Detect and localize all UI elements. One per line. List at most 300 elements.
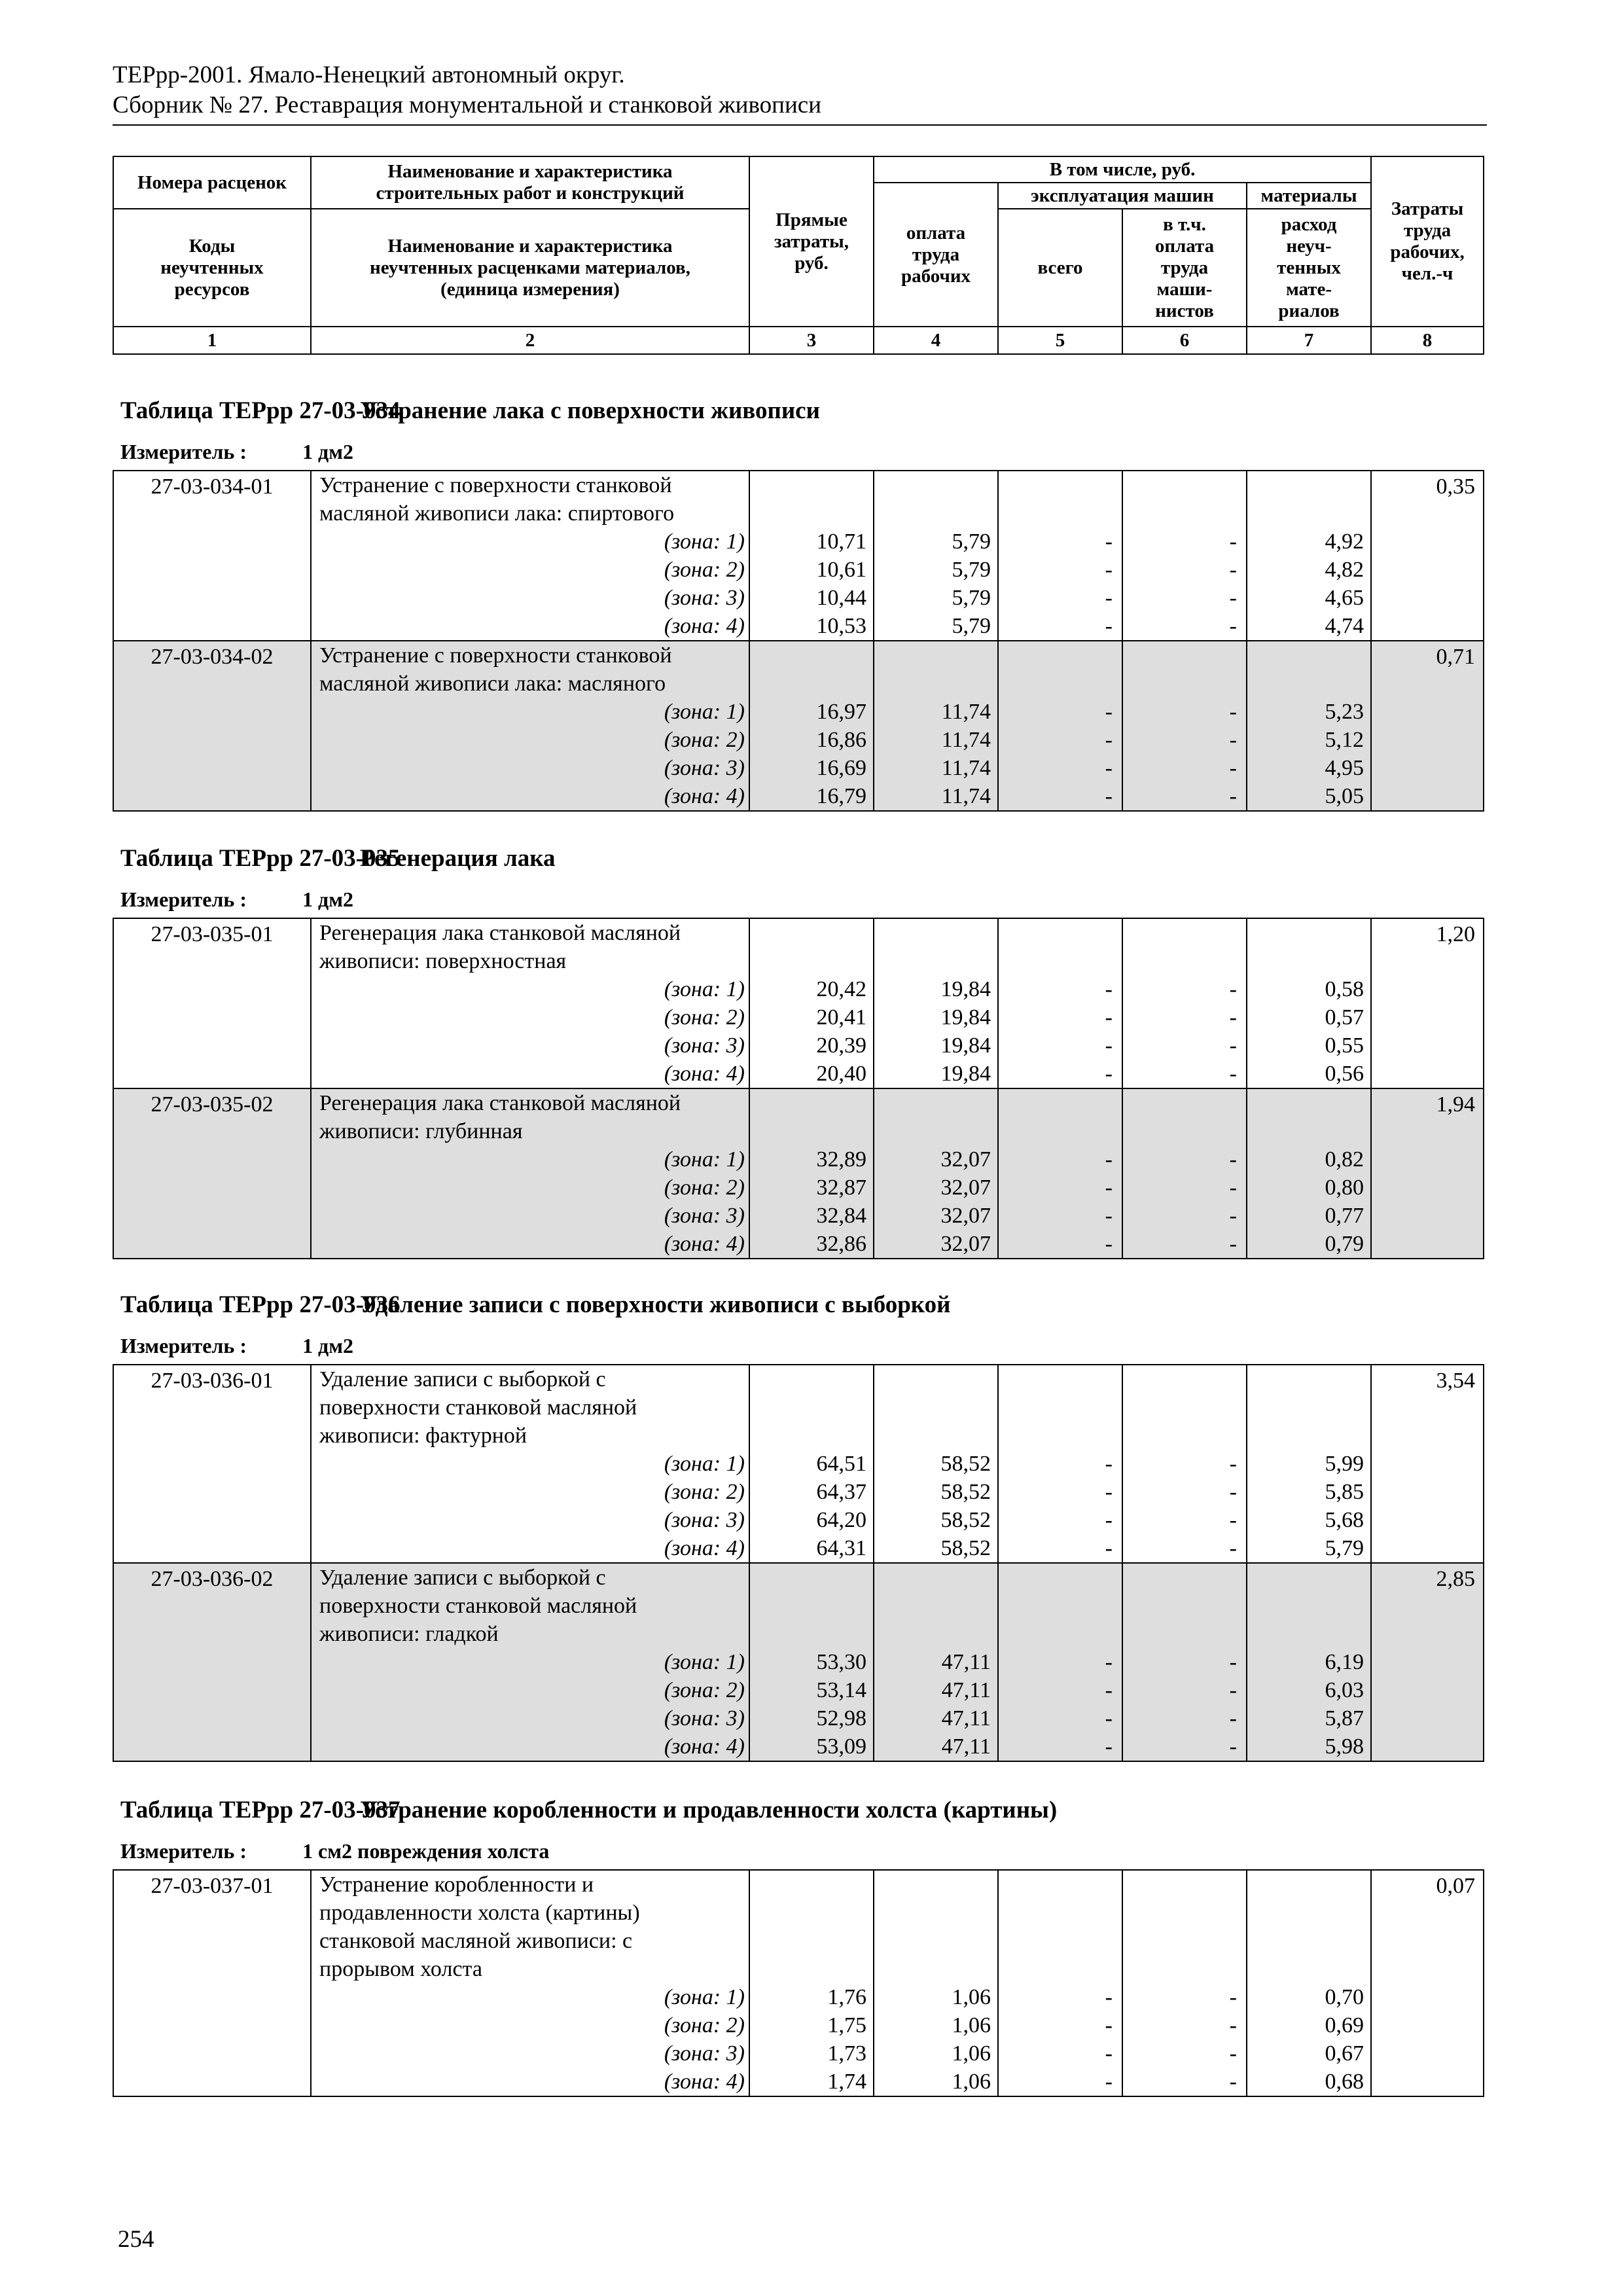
rate-name-line: живописи: гладкой (319, 1622, 499, 1646)
machinist-wage: - (1229, 1480, 1237, 1504)
material-cost-cell (1247, 1563, 1371, 1761)
rate-name-line: Удаление записи с выборкой с (319, 1367, 606, 1391)
rate-name-line: Регенерация лака станковой масляной (319, 1091, 681, 1115)
col-codes-sub: Коды неучтенных ресурсов (113, 209, 311, 327)
machine-cost: - (1105, 2013, 1113, 2037)
rate-code: 27-03-036-02 (113, 1563, 311, 1761)
machinist-wage: - (1229, 1508, 1237, 1532)
rate-name-line: живописи: фактурной (319, 1424, 527, 1448)
direct-cost: 53,14 (816, 1678, 866, 1702)
machinist-wage-cell (1122, 1870, 1247, 2096)
rate-row (113, 471, 1484, 641)
col-name-sub: Наименование и характеристика неучтенных расценками материалов, (единица измерения) (311, 209, 749, 327)
worker-wage: 19,84 (940, 1062, 991, 1086)
machinist-wage: - (1229, 1147, 1237, 1172)
machine-cost: - (1105, 1480, 1113, 1504)
col-incl-head: В том числе, руб. (874, 156, 1371, 183)
machinist-wage: - (1229, 558, 1237, 582)
rate-name-line: Регенерация лака станковой масляной (319, 921, 681, 945)
table-code: Таблица ТЕРрр 27-03-034 (120, 397, 401, 424)
table-name: Устранение коробленности и продавленности холста (картины) (360, 1797, 1058, 1823)
direct-cost: 16,79 (816, 784, 866, 808)
worker-wage: 1,06 (952, 2070, 991, 2094)
material-cost: 4,65 (1325, 586, 1364, 610)
zone-label: (зона: 2) (664, 1480, 745, 1504)
worker-wage-cell (874, 641, 998, 811)
rate-name-line: живописи: поверхностная (319, 949, 567, 973)
direct-cost: 16,86 (816, 728, 866, 752)
rate-row (113, 1870, 1484, 2096)
zone-label: (зона: 4) (664, 784, 745, 808)
zone-label: (зона: 3) (664, 1706, 745, 1731)
machine-cost: - (1105, 1175, 1113, 1200)
direct-cost: 64,20 (816, 1508, 866, 1532)
machinist-wage: - (1229, 700, 1237, 724)
worker-wage: 11,74 (941, 700, 991, 724)
zone-label: (зона: 2) (664, 1175, 745, 1200)
machine-cost: - (1105, 1452, 1113, 1476)
machine-cost: - (1105, 1232, 1113, 1256)
machinist-wage-cell (1122, 918, 1247, 1088)
material-cost: 5,23 (1325, 700, 1364, 724)
table-title (120, 1291, 950, 1319)
machinist-wage: - (1229, 1985, 1237, 2009)
machinist-wage: - (1229, 1232, 1237, 1256)
rate-code: 27-03-037-01 (113, 1870, 311, 2096)
zone-label: (зона: 3) (664, 586, 745, 610)
col-number: 8 (1371, 327, 1484, 354)
header-line-1: ТЕРрр-2001. Ямало-Ненецкий автономный округ. (113, 62, 625, 88)
material-cost: 5,79 (1325, 1536, 1364, 1560)
col-direct-head: Прямые затраты, руб. (749, 156, 874, 327)
machine-cost: - (1105, 784, 1113, 808)
col-number: 7 (1247, 327, 1371, 354)
direct-cost: 20,40 (816, 1062, 866, 1086)
direct-cost: 10,44 (816, 586, 866, 610)
direct-cost: 32,87 (816, 1175, 866, 1200)
material-cost-cell (1247, 641, 1371, 811)
machinist-wage-cell (1122, 471, 1247, 641)
zone-label: (зона: 1) (664, 1452, 745, 1476)
rate-name-cell (311, 1365, 749, 1563)
worker-wage: 47,11 (941, 1678, 991, 1702)
table-meter (120, 1333, 353, 1359)
meter-label: Измеритель : (120, 1839, 247, 1863)
material-cost: 5,87 (1325, 1706, 1364, 1731)
material-cost: 4,92 (1325, 529, 1364, 554)
rate-code: 27-03-035-02 (113, 1088, 311, 1259)
material-cost: 5,68 (1325, 1508, 1364, 1532)
machine-cost: - (1105, 1062, 1113, 1086)
running-header (113, 60, 1487, 120)
material-cost: 0,82 (1325, 1147, 1364, 1172)
material-cost-cell (1247, 1870, 1371, 2096)
rate-name-cell (311, 918, 749, 1088)
table-title (120, 397, 820, 425)
direct-cost: 10,71 (816, 529, 866, 554)
meter-value: 1 дм2 (302, 888, 353, 911)
column-header-table (113, 156, 1484, 355)
meter-label: Измеритель : (120, 440, 247, 463)
material-cost: 5,12 (1325, 728, 1364, 752)
machine-cost: - (1105, 1650, 1113, 1674)
col-codes-head: Номера расценок (113, 156, 311, 209)
machine-cost: - (1105, 1678, 1113, 1702)
direct-cost-cell (749, 1563, 874, 1761)
col-machines-total: всего (998, 209, 1122, 327)
col-number: 3 (749, 327, 874, 354)
rate-name-line: станковой масляной живописи: с (319, 1929, 633, 1953)
rate-code: 27-03-034-01 (113, 471, 311, 641)
meter-value: 1 см2 повреждения холста (302, 1839, 550, 1863)
machinist-wage-cell (1122, 1088, 1247, 1259)
machine-cost: - (1105, 529, 1113, 554)
machinist-wage: - (1229, 1734, 1237, 1759)
direct-cost: 64,37 (816, 1480, 866, 1504)
direct-cost: 1,73 (827, 2041, 866, 2066)
rate-name-line: поверхности станковой масляной (319, 1594, 637, 1618)
direct-cost: 32,89 (816, 1147, 866, 1172)
machinist-wage: - (1229, 2013, 1237, 2037)
material-cost: 5,05 (1325, 784, 1364, 808)
material-cost: 5,85 (1325, 1480, 1364, 1504)
table-name: Удаление записи с поверхности живописи с выборкой (360, 1291, 951, 1318)
machine-cost-cell (998, 1870, 1122, 2096)
worker-wage-cell (874, 1870, 998, 2096)
worker-wage: 11,74 (941, 784, 991, 808)
col-number: 2 (311, 327, 749, 354)
col-machines-head: эксплуатация машин (998, 183, 1247, 209)
rate-name-line: поверхности станковой масляной (319, 1395, 637, 1420)
machinist-wage: - (1229, 586, 1237, 610)
machinist-wage-cell (1122, 1563, 1247, 1761)
rate-name-line: Устранение коробленности и (319, 1873, 594, 1897)
machine-cost: - (1105, 586, 1113, 610)
worker-wage: 19,84 (940, 977, 991, 1001)
machinist-wage: - (1229, 1033, 1237, 1058)
direct-cost-cell (749, 1870, 874, 2096)
col-labor-head: Затраты труда рабочих, чел.-ч (1371, 156, 1484, 327)
worker-wage: 1,06 (952, 2041, 991, 2066)
worker-wage-cell (874, 1563, 998, 1761)
col-number: 1 (113, 327, 311, 354)
col-name-head: Наименование и характеристика строительных работ и конструкций (311, 156, 749, 209)
worker-wage: 47,11 (941, 1650, 991, 1674)
direct-cost: 52,98 (816, 1706, 866, 1731)
zone-label: (зона: 3) (664, 1508, 745, 1532)
machinist-wage: - (1229, 1005, 1237, 1030)
worker-wage: 19,84 (940, 1033, 991, 1058)
machine-cost-cell (998, 641, 1122, 811)
machine-cost: - (1105, 1033, 1113, 1058)
material-cost: 0,68 (1325, 2070, 1364, 2094)
machinist-wage-cell (1122, 1365, 1247, 1563)
worker-wage: 47,11 (941, 1706, 991, 1731)
meter-label: Измеритель : (120, 888, 247, 911)
labor-cost: 0,35 (1371, 471, 1484, 641)
worker-wage: 32,07 (940, 1147, 991, 1172)
direct-cost: 32,86 (816, 1232, 866, 1256)
zone-label: (зона: 1) (664, 977, 745, 1001)
direct-cost-cell (749, 918, 874, 1088)
worker-wage-cell (874, 918, 998, 1088)
table-name: Устранение лака с поверхности живописи (360, 397, 820, 424)
machinist-wage: - (1229, 1062, 1237, 1086)
worker-wage-cell (874, 1365, 998, 1563)
col-number: 5 (998, 327, 1122, 354)
meter-label: Измеритель : (120, 1334, 247, 1357)
direct-cost: 20,42 (816, 977, 866, 1001)
col-number: 6 (1122, 327, 1247, 354)
machinist-wage: - (1229, 1706, 1237, 1731)
meter-value: 1 дм2 (302, 440, 353, 463)
zone-label: (зона: 3) (664, 1204, 745, 1228)
rate-name-line: масляной живописи лака: спиртового (319, 501, 675, 526)
material-cost: 0,58 (1325, 977, 1364, 1001)
worker-wage: 58,52 (940, 1536, 991, 1560)
worker-wage: 58,52 (940, 1452, 991, 1476)
header-rule (113, 124, 1487, 126)
worker-wage: 11,74 (941, 756, 991, 780)
material-cost: 0,70 (1325, 1985, 1364, 2009)
material-cost: 0,77 (1325, 1204, 1364, 1228)
rate-name-line: Удаление записи с выборкой с (319, 1566, 606, 1590)
machinist-wage-cell (1122, 641, 1247, 811)
table-meter (120, 439, 353, 465)
col-machines-wage: в т.ч. оплата труда маши- нистов (1122, 209, 1247, 327)
rate-name-cell (311, 471, 749, 641)
material-cost: 5,99 (1325, 1452, 1364, 1476)
zone-label: (зона: 2) (664, 558, 745, 582)
zone-label: (зона: 4) (664, 1232, 745, 1256)
material-cost: 0,69 (1325, 2013, 1364, 2037)
worker-wage: 58,52 (940, 1480, 991, 1504)
zone-label: (зона: 4) (664, 1536, 745, 1560)
rates-table (113, 470, 1484, 812)
direct-cost-cell (749, 1088, 874, 1259)
rate-code: 27-03-035-01 (113, 918, 311, 1088)
rate-code: 27-03-034-02 (113, 641, 311, 811)
rate-row (113, 918, 1484, 1088)
material-cost: 4,95 (1325, 756, 1364, 780)
machinist-wage: - (1229, 756, 1237, 780)
machine-cost: - (1105, 2041, 1113, 2066)
zone-label: (зона: 3) (664, 756, 745, 780)
rate-row (113, 1088, 1484, 1259)
direct-cost: 16,69 (816, 756, 866, 780)
col-number: 4 (874, 327, 998, 354)
direct-cost: 53,09 (816, 1734, 866, 1759)
machinist-wage: - (1229, 1678, 1237, 1702)
machinist-wage: - (1229, 1452, 1237, 1476)
rate-code: 27-03-036-01 (113, 1365, 311, 1563)
machine-cost: - (1105, 1734, 1113, 1759)
worker-wage-cell (874, 471, 998, 641)
material-cost-cell (1247, 1365, 1371, 1563)
zone-label: (зона: 4) (664, 614, 745, 638)
material-cost-cell (1247, 471, 1371, 641)
machine-cost: - (1105, 1985, 1113, 2009)
rate-name-line: Устранение с поверхности станковой (319, 643, 672, 668)
col-materials-head: материалы (1247, 183, 1371, 209)
machine-cost: - (1105, 728, 1113, 752)
labor-cost: 2,85 (1371, 1563, 1484, 1761)
meter-value: 1 дм2 (302, 1334, 353, 1357)
direct-cost-cell (749, 641, 874, 811)
machinist-wage: - (1229, 784, 1237, 808)
direct-cost: 32,84 (816, 1204, 866, 1228)
rate-name-cell (311, 1870, 749, 2096)
material-cost: 0,57 (1325, 1005, 1364, 1030)
machinist-wage: - (1229, 2070, 1237, 2094)
zone-label: (зона: 1) (664, 1147, 745, 1172)
zone-label: (зона: 1) (664, 1985, 745, 2009)
zone-label: (зона: 2) (664, 1005, 745, 1030)
material-cost: 4,82 (1325, 558, 1364, 582)
table-title (120, 844, 556, 873)
machinist-wage: - (1229, 2041, 1237, 2066)
material-cost: 6,19 (1325, 1650, 1364, 1674)
worker-wage: 32,07 (940, 1232, 991, 1256)
worker-wage: 5,79 (952, 529, 991, 554)
rate-row (113, 1563, 1484, 1761)
rate-row (113, 641, 1484, 811)
labor-cost: 1,94 (1371, 1088, 1484, 1259)
machinist-wage: - (1229, 1204, 1237, 1228)
col-materials-sub: расход неуч- тенных мате- риалов (1247, 209, 1371, 327)
material-cost: 0,80 (1325, 1175, 1364, 1200)
material-cost: 6,03 (1325, 1678, 1364, 1702)
direct-cost-cell (749, 1365, 874, 1563)
zone-label: (зона: 1) (664, 1650, 745, 1674)
rate-name-line: Устранение с поверхности станковой (319, 473, 672, 497)
labor-cost: 0,07 (1371, 1870, 1484, 2096)
machine-cost: - (1105, 1508, 1113, 1532)
rates-table (113, 1869, 1484, 2097)
rates-table (113, 918, 1484, 1259)
material-cost: 4,74 (1325, 614, 1364, 638)
worker-wage: 19,84 (940, 1005, 991, 1030)
machine-cost: - (1105, 977, 1113, 1001)
worker-wage: 1,06 (952, 2013, 991, 2037)
machine-cost: - (1105, 1147, 1113, 1172)
worker-wage: 5,79 (952, 558, 991, 582)
direct-cost: 1,75 (827, 2013, 866, 2037)
worker-wage: 58,52 (940, 1508, 991, 1532)
zone-label: (зона: 1) (664, 529, 745, 554)
zone-label: (зона: 2) (664, 2013, 745, 2037)
machine-cost-cell (998, 918, 1122, 1088)
table-meter (120, 1838, 549, 1864)
machine-cost: - (1105, 700, 1113, 724)
rate-name-line: живописи: глубинная (319, 1119, 523, 1143)
page-number: 254 (118, 2226, 154, 2253)
machine-cost: - (1105, 614, 1113, 638)
machine-cost: - (1105, 756, 1113, 780)
worker-wage: 5,79 (952, 586, 991, 610)
direct-cost: 64,51 (816, 1452, 866, 1476)
worker-wage: 47,11 (941, 1734, 991, 1759)
machine-cost-cell (998, 471, 1122, 641)
worker-wage: 5,79 (952, 614, 991, 638)
material-cost-cell (1247, 1088, 1371, 1259)
header-line-2: Сборник № 27. Реставрация монументальной и станковой живописи (113, 92, 822, 118)
table-code: Таблица ТЕРрр 27-03-037 (120, 1797, 401, 1823)
material-cost: 0,55 (1325, 1033, 1364, 1058)
labor-cost: 1,20 (1371, 918, 1484, 1088)
machine-cost: - (1105, 558, 1113, 582)
material-cost: 0,56 (1325, 1062, 1364, 1086)
direct-cost: 53,30 (816, 1650, 866, 1674)
rate-name-line: масляной живописи лака: масляного (319, 672, 666, 696)
zone-label: (зона: 1) (664, 700, 745, 724)
worker-wage: 32,07 (940, 1204, 991, 1228)
machine-cost-cell (998, 1088, 1122, 1259)
rate-name-cell (311, 1563, 749, 1761)
material-cost-cell (1247, 918, 1371, 1088)
machine-cost-cell (998, 1365, 1122, 1563)
material-cost: 0,67 (1325, 2041, 1364, 2066)
worker-wage: 1,06 (952, 1985, 991, 2009)
zone-label: (зона: 3) (664, 2041, 745, 2066)
machine-cost: - (1105, 1706, 1113, 1731)
machinist-wage: - (1229, 728, 1237, 752)
direct-cost: 10,53 (816, 614, 866, 638)
direct-cost: 1,74 (827, 2070, 866, 2094)
zone-label: (зона: 3) (664, 1033, 745, 1058)
table-code: Таблица ТЕРрр 27-03-035 (120, 845, 401, 872)
zone-label: (зона: 4) (664, 1734, 745, 1759)
direct-cost: 64,31 (816, 1536, 866, 1560)
zone-label: (зона: 2) (664, 1678, 745, 1702)
direct-cost: 16,97 (816, 700, 866, 724)
table-meter (120, 886, 353, 912)
machine-cost: - (1105, 1005, 1113, 1030)
rate-row (113, 1365, 1484, 1563)
direct-cost-cell (749, 471, 874, 641)
material-cost: 5,98 (1325, 1734, 1364, 1759)
worker-wage-cell (874, 1088, 998, 1259)
table-code: Таблица ТЕРрр 27-03-036 (120, 1291, 401, 1318)
machinist-wage: - (1229, 977, 1237, 1001)
direct-cost: 20,39 (816, 1033, 866, 1058)
zone-label: (зона: 4) (664, 2070, 745, 2094)
rates-table (113, 1364, 1484, 1762)
machinist-wage: - (1229, 529, 1237, 554)
machinist-wage: - (1229, 1536, 1237, 1560)
zone-label: (зона: 4) (664, 1062, 745, 1086)
machine-cost: - (1105, 2070, 1113, 2094)
machinist-wage: - (1229, 1650, 1237, 1674)
worker-wage: 32,07 (940, 1175, 991, 1200)
col-wage-head: оплата труда рабочих (874, 183, 998, 327)
rate-name-line: прорывом холста (319, 1957, 482, 1981)
table-name: Регенерация лака (360, 845, 556, 872)
worker-wage: 11,74 (941, 728, 991, 752)
direct-cost: 1,76 (827, 1985, 866, 2009)
machinist-wage: - (1229, 1175, 1237, 1200)
rate-name-cell (311, 641, 749, 811)
direct-cost: 10,61 (816, 558, 866, 582)
rate-name-line: продавленности холста (картины) (319, 1901, 640, 1925)
rate-name-cell (311, 1088, 749, 1259)
table-title (120, 1796, 1057, 1825)
machinist-wage: - (1229, 614, 1237, 638)
material-cost: 0,79 (1325, 1232, 1364, 1256)
machine-cost-cell (998, 1563, 1122, 1761)
machine-cost: - (1105, 1204, 1113, 1228)
labor-cost: 3,54 (1371, 1365, 1484, 1563)
